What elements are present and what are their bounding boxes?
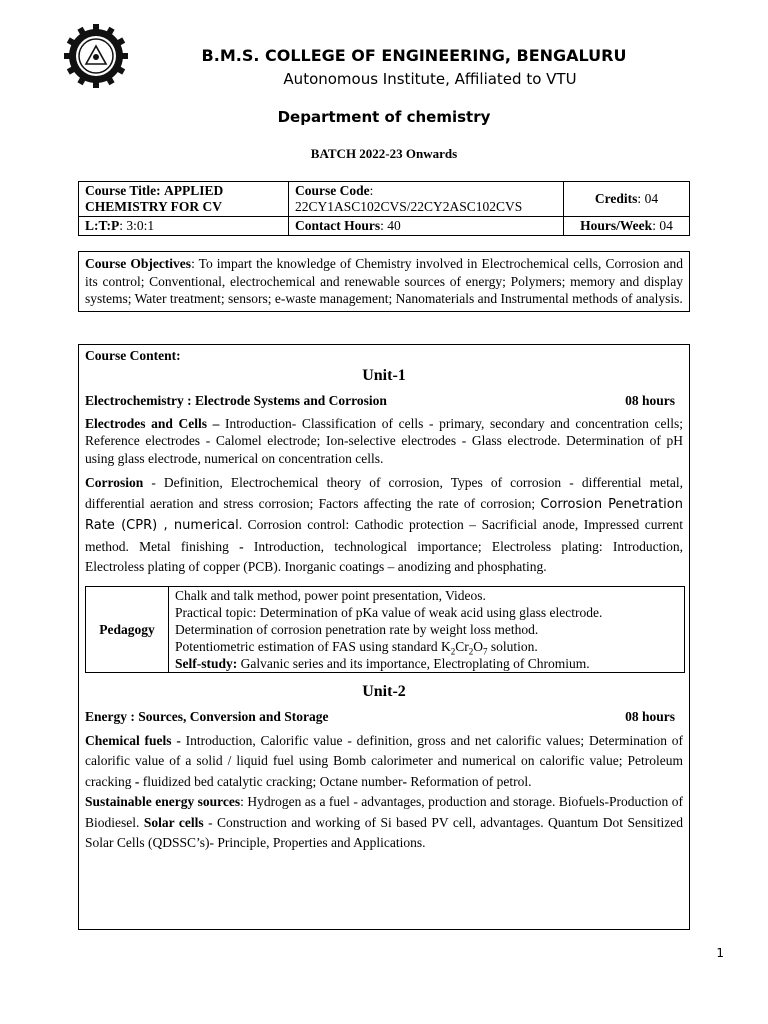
- institute-subtitle: Autonomous Institute, Affiliated to VTU: [283, 70, 577, 88]
- chemical-fuels-paragraph: Chemical fuels - Introduction, Calorific value - definition, gross and net calorific values; Determination of calorific value of a solid / liquid fuel using Bomb calorimeter and numerical on calorific value; Petroleum cracking - fluidized bed catalytic cracking; Octane number- Reformation of petrol.: [85, 732, 683, 789]
- contact-hours-cell: Contact Hours: 40: [289, 217, 564, 236]
- course-objectives: Course Objectives: To impart the knowledge of Chemistry involved in Electrochemical cells, Corrosion and its control; Conventional, electrochemical and renewable sources of energy; Polymers; memory and display systems; Water treatment; sensors; e-waste management; Nanomaterials and Instrumental methods of analysis.: [78, 251, 690, 312]
- course-title-cell: Course Title: APPLIED CHEMISTRY FOR CV: [79, 182, 289, 217]
- course-content-label: Course Content:: [85, 348, 181, 363]
- unit-1-title: Unit-1: [362, 366, 406, 384]
- unit-2-topic: Energy : Sources, Conversion and Storage 08 hours: [85, 708, 675, 724]
- college-name: B.M.S. COLLEGE OF ENGINEERING, BENGALURU: [201, 46, 627, 65]
- course-info-table: [78, 181, 690, 236]
- pedagogy-details: Chalk and talk method, power point presentation, Videos. Practical topic: Determination of pKa value of weak acid using glass electrode. Determination of corrosion penetration rate by weight loss method. Potentiometric estimation of FAS using standard $K_2Cr_2O_7$ solution. Self-study: Galvanic series and its importance, Electroplating of Chromium.: [169, 586, 685, 672]
- fas-estimation-line: Potentiometric estimation of FAS using standard $K_2Cr_2O_7$ solution.: [175, 638, 538, 657]
- pedagogy-label: Pedagogy: [86, 586, 169, 672]
- batch-label: BATCH 2022-23 Onwards: [310, 146, 458, 161]
- unit-2-title: Unit-2: [362, 682, 406, 700]
- hours-week-cell: Hours/Week: 04: [564, 217, 690, 236]
- course-content: [78, 344, 690, 930]
- pedagogy-table: [85, 586, 685, 673]
- credits-cell: Credits: 04: [564, 182, 690, 217]
- department-title: Department of chemistry: [277, 108, 491, 126]
- course-code-cell: Course Code: 22CY1ASC102CVS/22CY2ASC102CVS: [289, 182, 564, 217]
- electrodes-paragraph: Electrodes and Cells – Introduction- Classification of cells - primary, secondary and concentration cells; Reference electrodes - Calomel electrode; Ion-selective electrodes - Glass electrode. Determination of pH using glass electrode, numerical on concentration cells.: [85, 415, 684, 466]
- sustainable-energy-paragraph: Sustainable energy sources: Hydrogen as a fuel - advantages, production and storage. Biofuels-Production of Biodiesel. Solar cells - Construction and working of Si based PV cell, advantages. Quantum Dot Sensitized Solar Cells (QDSSC’s)- Principle, Properties and Applications.: [85, 794, 683, 850]
- ltp-cell: L:T:P: 3:0:1: [79, 217, 289, 236]
- unit-1-topic: Electrochemistry : Electrode Systems and Corrosion 08 hours: [85, 392, 675, 408]
- page-number: 1: [716, 946, 724, 960]
- corrosion-paragraph: Corrosion - Definition, Electrochemical theory of corrosion, Types of corrosion - differential metal, differential aeration and stress corrosion; Factors affecting the rate of corrosion; Corrosion Penetration Rate (CPR) , numerical. Corrosion control: Cathodic protection – Sacrificial anode, Impressed current method. Metal finishing - Introduction, technological importance; Electroless plating: Introduction, Electroless plating of copper (PCB). Inorganic coatings – anodizing and phosphating.: [85, 475, 683, 574]
